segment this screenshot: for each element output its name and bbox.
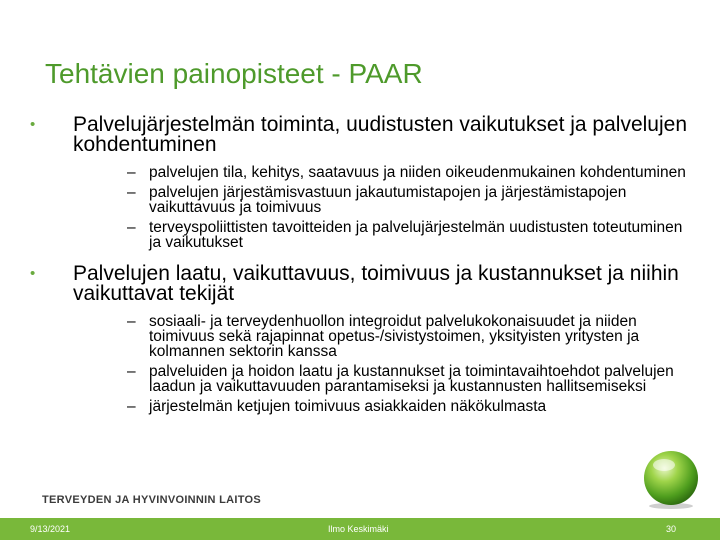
dash-marker: – [127,363,136,380]
sub-bullet-list [73,165,690,250]
sub-bullet-text: terveyspoliittisten tavoitteiden ja palvelujärjestelmän uudistusten toteutuminen ja vaikutukset [149,219,683,251]
sub-bullet [101,220,690,250]
dash-marker: – [127,164,136,181]
sub-bullet-text: sosiaali- ja terveydenhuollon integroidut palvelukokonaisuudet ja niiden toimivuus sekä rajapinnat opetus-/sivistystoimen, yksityisten yritysten ja kolmannen sektorin kanssa [149,313,640,360]
slide-title: Tehtävien painopisteet - PAAR [45,58,423,89]
institute-logo-text: TERVEYDEN JA HYVINVOINNIN LAITOS [42,494,262,506]
dash-marker: – [127,313,136,330]
sub-bullet-text: palvelujen tila, kehitys, saatavuus ja niiden oikeudenmukainen kohdentuminen [149,164,686,181]
sub-bullet-list [73,314,690,414]
footer-author: Ilmo Keskimäki [328,524,389,534]
main-bullet-1 [30,115,690,250]
green-globe-icon [640,448,702,515]
dash-marker: – [127,219,136,236]
main-bullet-text: Palvelujärjestelmän toiminta, uudistusten vaikutukset ja palvelujen kohdentuminen [73,113,688,156]
slide-body [30,115,690,428]
footer-page-number: 30 [666,524,677,534]
sub-bullet-text: palveluiden ja hoidon laatu ja kustannukset ja toimintavaihtoehdot palvelujen laadun ja vaikuttavuuden parantamiseksi ja kustannusten hallitsemiseksi [149,363,674,395]
sub-bullet [101,399,690,414]
sub-bullet [101,185,690,215]
bullet-marker: • [30,116,36,133]
sub-bullet-text: järjestelmän ketjujen toimivuus asiakkaiden näkökulmasta [149,398,547,415]
sub-bullet-text: palvelujen järjestämisvastuun jakautumistapojen ja järjestämistapojen vaikuttavuus ja toimivuus [149,184,627,216]
dash-marker: – [127,184,136,201]
footer-date: 9/13/2021 [30,524,71,534]
footer-bar [0,518,720,540]
sub-bullet [101,364,690,394]
main-bullet-text: Palvelujen laatu, vaikuttavuus, toimivuus ja kustannukset ja niihin vaikuttavat tekijät [73,262,679,305]
main-bullet-2 [30,264,690,414]
bullet-marker: • [30,265,36,282]
sub-bullet [101,314,690,359]
sub-bullet [101,165,690,180]
dash-marker: – [127,398,136,415]
